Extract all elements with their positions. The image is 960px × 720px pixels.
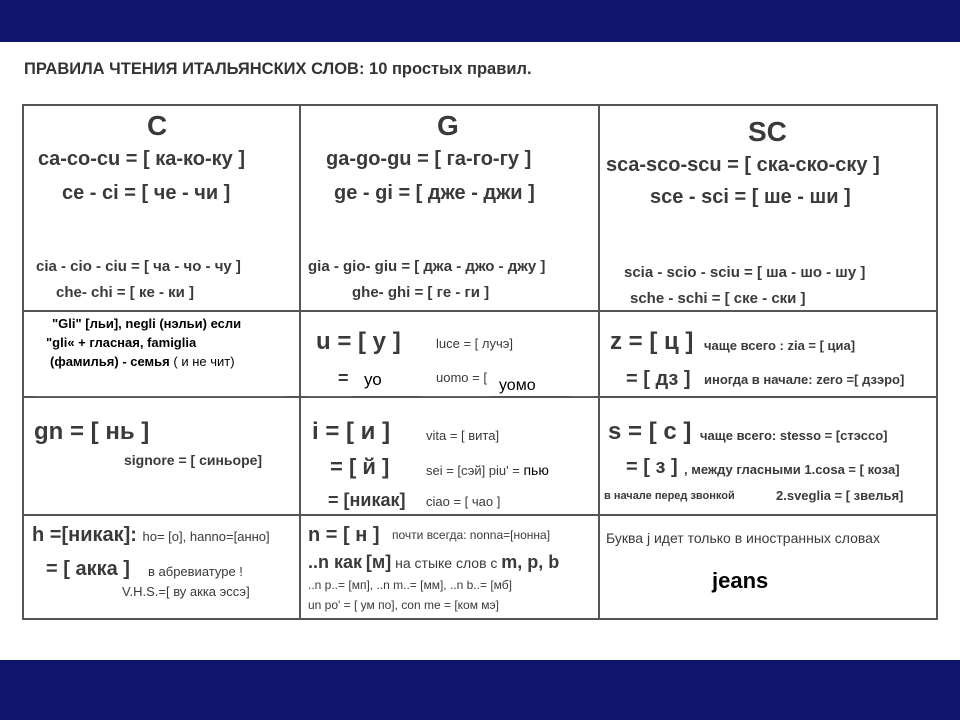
sc-rule-4: sche - schi = [ ске - ски ] xyxy=(630,290,806,307)
z-often: чаще всего : zia = [ циа] xyxy=(704,338,856,353)
sc-rule-2: sce - sci = [ ше - ши ] xyxy=(650,186,851,208)
h-rule-2: = [ акка ] xyxy=(46,558,130,580)
h-rule-1: h =[никак]: ho= [о], hanno=[анно] xyxy=(32,524,270,546)
s-rule-1: s = [ с ] xyxy=(608,418,692,445)
z-rule-2: = [ дз ] xyxy=(626,368,691,390)
sc-rule-3: scia - scio - sciu = [ ша - шо - шу ] xyxy=(624,264,866,281)
gn-example: signore = [ синьоре] xyxy=(124,452,263,468)
c-heading: C xyxy=(147,110,168,141)
gn-rule: gn = [ нь ] xyxy=(34,418,150,445)
n-rule-1: n = [ н ] xyxy=(308,524,380,546)
row-divider-1 xyxy=(24,310,936,312)
g-rule-4: ghe- ghi = [ ге - ги ] xyxy=(352,284,490,301)
u-example-3: uomo = [ xyxy=(436,370,487,385)
sc-rule-1: sca-sco-scu = [ ска-ско-ску ] xyxy=(606,154,880,176)
n-example-2: un po' = [ ум по], con me = [ком мэ] xyxy=(308,598,499,612)
u-underline-1 xyxy=(308,396,352,397)
bottom-bar xyxy=(0,660,960,720)
u-example-3-word: уомо xyxy=(499,377,536,394)
c-rule-2: ce - ci = [ че - чи ] xyxy=(62,182,231,204)
s-often: чаще всего: stesso = [стэссо] xyxy=(700,428,888,443)
u-rule: u = [ у ] xyxy=(316,328,401,355)
z-start: иногда в начале: zero =[ дзэро] xyxy=(704,372,905,387)
g-rule-2: ge - gi = [ дже - джи ] xyxy=(334,182,535,204)
z-rule: z = [ ц ] xyxy=(610,328,694,355)
s-between: , между гласными 1.cosa = [ коза] xyxy=(684,462,900,477)
sc-heading: SC xyxy=(748,116,787,147)
u-underline-3 xyxy=(572,396,594,397)
n-often: почти всегда: nonna=[нонна] xyxy=(392,528,551,542)
page-title: ПРАВИЛА ЧТЕНИЯ ИТАЛЬЯНСКИХ СЛОВ: 10 простых правил. xyxy=(24,60,532,78)
s-before: в начале перед звонкой xyxy=(604,490,735,502)
g-heading: G xyxy=(437,110,459,141)
column-divider-2 xyxy=(598,106,600,618)
h-vhs: V.H.S.=[ ву акка эссэ] xyxy=(122,584,250,599)
i-rule-1: i = [ и ] xyxy=(312,418,391,445)
row-divider-3 xyxy=(24,514,936,516)
i-example-1: vita = [ вита] xyxy=(426,428,500,443)
c-rule-3: cia - cio - ciu = [ ча - чо - чу ] xyxy=(36,258,241,275)
g-rule-1: ga-go-gu = [ га-го-гу ] xyxy=(326,148,532,170)
column-divider-1 xyxy=(299,106,301,618)
c-rule-4: che- chi = [ ке - ки ] xyxy=(56,284,195,301)
u-underline-2 xyxy=(422,396,490,397)
g-rule-3: gia - gio- giu = [ джа - джо - джу ] xyxy=(308,258,546,275)
top-bar xyxy=(0,0,960,42)
u-equals: = xyxy=(338,368,349,388)
i-rule-2: = [ й ] xyxy=(330,454,390,479)
h-abbreviation: в абревиатуре ! xyxy=(148,564,243,579)
s-rule-2: = [ з ] xyxy=(626,456,678,478)
n-rule-2: ..n как [м] на стыке слов с m, p, b xyxy=(308,552,560,572)
n-example-1: ..n p..= [мп], ..n m..= [мм], ..n b..= [мб] xyxy=(308,578,512,592)
u-example-2: уо xyxy=(364,370,382,389)
s-example: 2.sveglia = [ звелья] xyxy=(776,488,904,503)
i-example-2: sei = [сэй] piu' = пью xyxy=(426,462,549,478)
i-rule-3: = [никак] xyxy=(328,490,406,510)
j-example: jeans xyxy=(712,568,769,593)
u-example-1: luce = [ лучэ] xyxy=(436,336,513,351)
i-example-3: ciao = [ чао ] xyxy=(426,494,501,509)
gli-underline xyxy=(34,396,284,397)
rules-table xyxy=(22,104,938,620)
gli-line-3: (фамилья) - семья ( и не чит) xyxy=(50,354,235,369)
c-rule-1: ca-co-cu = [ ка-ко-ку ] xyxy=(38,148,246,170)
gli-line-1: "Gli" [льи], negli (нэльи) если xyxy=(52,316,242,331)
j-note: Буква j идет только в иностранных словах xyxy=(606,530,880,546)
gli-line-2: "gli« + гласная, famiglia xyxy=(46,335,197,350)
